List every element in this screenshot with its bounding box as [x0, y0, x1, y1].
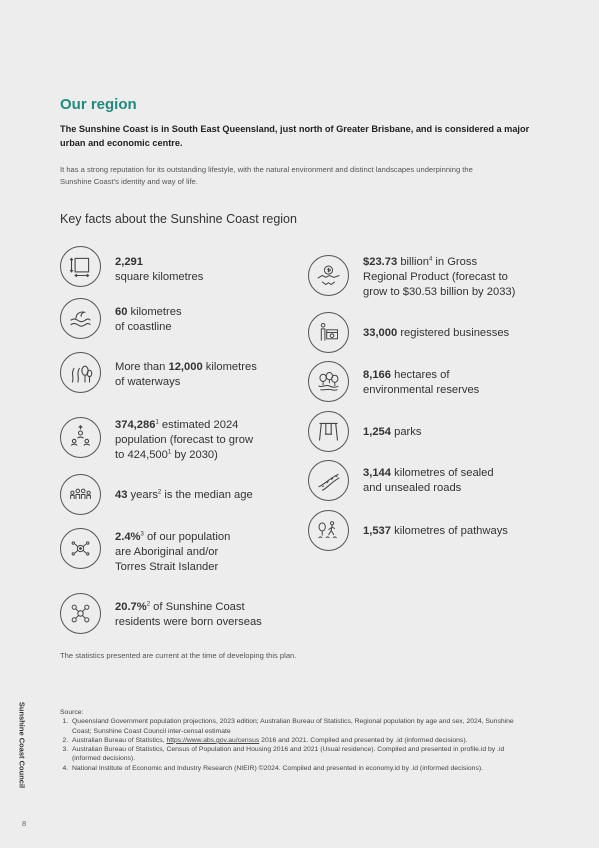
median-age-label-2: is the median age — [161, 489, 253, 501]
business-icon — [308, 312, 349, 353]
statistics-note: The statistics presented are current at the time of developing this plan. — [60, 651, 297, 660]
aboriginal-label-3: Torres Strait Islander — [115, 561, 219, 573]
overseas-label: of Sunshine Coast — [150, 601, 245, 613]
overseas-footnote: 2 — [146, 601, 151, 608]
population-label-2: population (forecast to grow — [115, 434, 254, 446]
fact-overseas — [60, 593, 262, 634]
median-age-footnote: 2 — [157, 489, 162, 496]
forest-icon — [308, 361, 349, 402]
population-label-4: by 2030) — [171, 449, 218, 461]
swing-icon — [308, 411, 349, 452]
population-label-3: to 424,500 — [115, 449, 168, 461]
parks-label: parks — [391, 426, 422, 438]
coastline-value: 60 — [115, 306, 128, 318]
facts-heading: Key facts about the Sunshine Coast region — [60, 212, 297, 226]
fact-parks — [308, 411, 421, 452]
grp-label-3: Regional Product (forecast to — [363, 271, 508, 283]
fact-coastline — [60, 298, 182, 339]
overseas-label-2: residents were born overseas — [115, 616, 262, 628]
overseas-value: 20.7% — [115, 601, 147, 613]
population-footnote-2: 1 — [167, 449, 172, 456]
people-group-icon — [60, 474, 101, 515]
area-label: square kilometres — [115, 271, 204, 283]
reserves-label-2: environmental reserves — [363, 384, 480, 396]
fact-businesses — [308, 312, 509, 353]
population-footnote: 1 — [155, 419, 159, 426]
sources-list — [60, 717, 530, 773]
walking-path-icon — [308, 510, 349, 551]
grp-label-4: grow to $30.53 billion by 2033) — [363, 286, 516, 298]
aboriginal-art-icon — [60, 528, 101, 569]
lead-paragraph: The Sunshine Coast is in South East Queensland, just north of Greater Brisbane, and is considered a major urban and economic centre. — [60, 124, 530, 148]
aboriginal-footnote: 3 — [140, 531, 144, 538]
fact-area — [60, 246, 203, 287]
pathways-value: 1,537 — [363, 525, 391, 537]
waterways-label: kilometres — [202, 361, 257, 373]
fact-median-age — [60, 474, 253, 515]
grp-label-2: in Gross — [432, 256, 478, 268]
fact-pathways — [308, 510, 508, 551]
source-item: 1. Queensland Government population projections, 2023 edition; Australian Bureau of Statistics, Regional population by age and sex, 2024, Sunshine Coast; Sunshine Coast Council inter-censal estimate — [70, 717, 530, 736]
sources-label: Source: — [60, 709, 84, 716]
businesses-value: 33,000 — [363, 327, 398, 339]
fact-reserves — [308, 361, 479, 402]
coastline-label-2: of coastline — [115, 321, 172, 333]
grp-value: $23.73 — [363, 256, 398, 268]
roads-label-2: and unsealed roads — [363, 482, 462, 494]
businesses-label: registered businesses — [397, 327, 510, 339]
waterways-value: 12,000 — [168, 361, 203, 373]
population-growth-icon — [60, 417, 101, 458]
grp-label: billion — [397, 256, 429, 268]
area-value: 2,291 — [115, 256, 143, 268]
source-item: 3. Australian Bureau of Statistics, Census of Population and Housing 2016 and 2021 (Usual residence). Compiled and presented in profile.id by .id (informed decisions). — [70, 745, 530, 764]
population-label: estimated 2024 — [158, 419, 239, 431]
source-link[interactable]: https://www.abs.gov.au/census — [166, 736, 260, 744]
sources-block — [60, 708, 530, 773]
parks-value: 1,254 — [363, 426, 391, 438]
fact-population — [60, 417, 253, 463]
fact-grp — [308, 255, 515, 300]
fact-roads — [308, 460, 494, 501]
sidebar-label-text: Sunshine Coast Council — [17, 701, 27, 789]
road-icon — [308, 460, 349, 501]
median-age-label: years — [127, 489, 158, 501]
grp-footnote: 4 — [428, 256, 433, 263]
aboriginal-label: of our population — [143, 531, 231, 543]
network-people-icon — [60, 593, 101, 634]
median-age-value: 43 — [115, 489, 128, 501]
wave-icon — [60, 298, 101, 339]
source-item-text: Australian Bureau of Statistics, — [72, 736, 167, 744]
fact-aboriginal — [60, 528, 230, 575]
page-title: Our region — [60, 96, 137, 113]
roads-value: 3,144 — [363, 467, 391, 479]
river-icon — [60, 352, 101, 393]
fact-waterways — [60, 352, 257, 393]
source-item: 4. National Institute of Economic and Industry Research (NIEIR) ©2024. Compiled and presented in economy.id by .id (informed decisions). — [70, 764, 530, 773]
area-icon — [60, 246, 101, 287]
page-number: 8 — [22, 819, 27, 828]
population-value: 374,286 — [115, 419, 156, 431]
waterways-label-2: of waterways — [115, 376, 181, 388]
waterways-prefix: More than — [115, 361, 169, 373]
reserves-label: hectares of — [391, 369, 450, 381]
sidebar-label — [15, 700, 29, 790]
aboriginal-label-2: are Aboriginal and/or — [115, 546, 219, 558]
aboriginal-value: 2.4% — [115, 531, 141, 543]
handshake-money-icon — [308, 255, 349, 296]
coastline-label: kilometres — [127, 306, 182, 318]
reserves-value: 8,166 — [363, 369, 391, 381]
pathways-label: kilometres of pathways — [391, 525, 508, 537]
intro-paragraph: It has a strong reputation for its outstanding lifestyle, with the natural environment and distinct landscapes underpinning the Sunshine Coast’s identity and way of life. — [60, 165, 473, 186]
roads-label: kilometres of sealed — [391, 467, 494, 479]
source-item-text-2: 2016 and 2021. Compiled and presented by .id (informed decisions). — [259, 736, 468, 744]
source-item — [70, 736, 530, 745]
